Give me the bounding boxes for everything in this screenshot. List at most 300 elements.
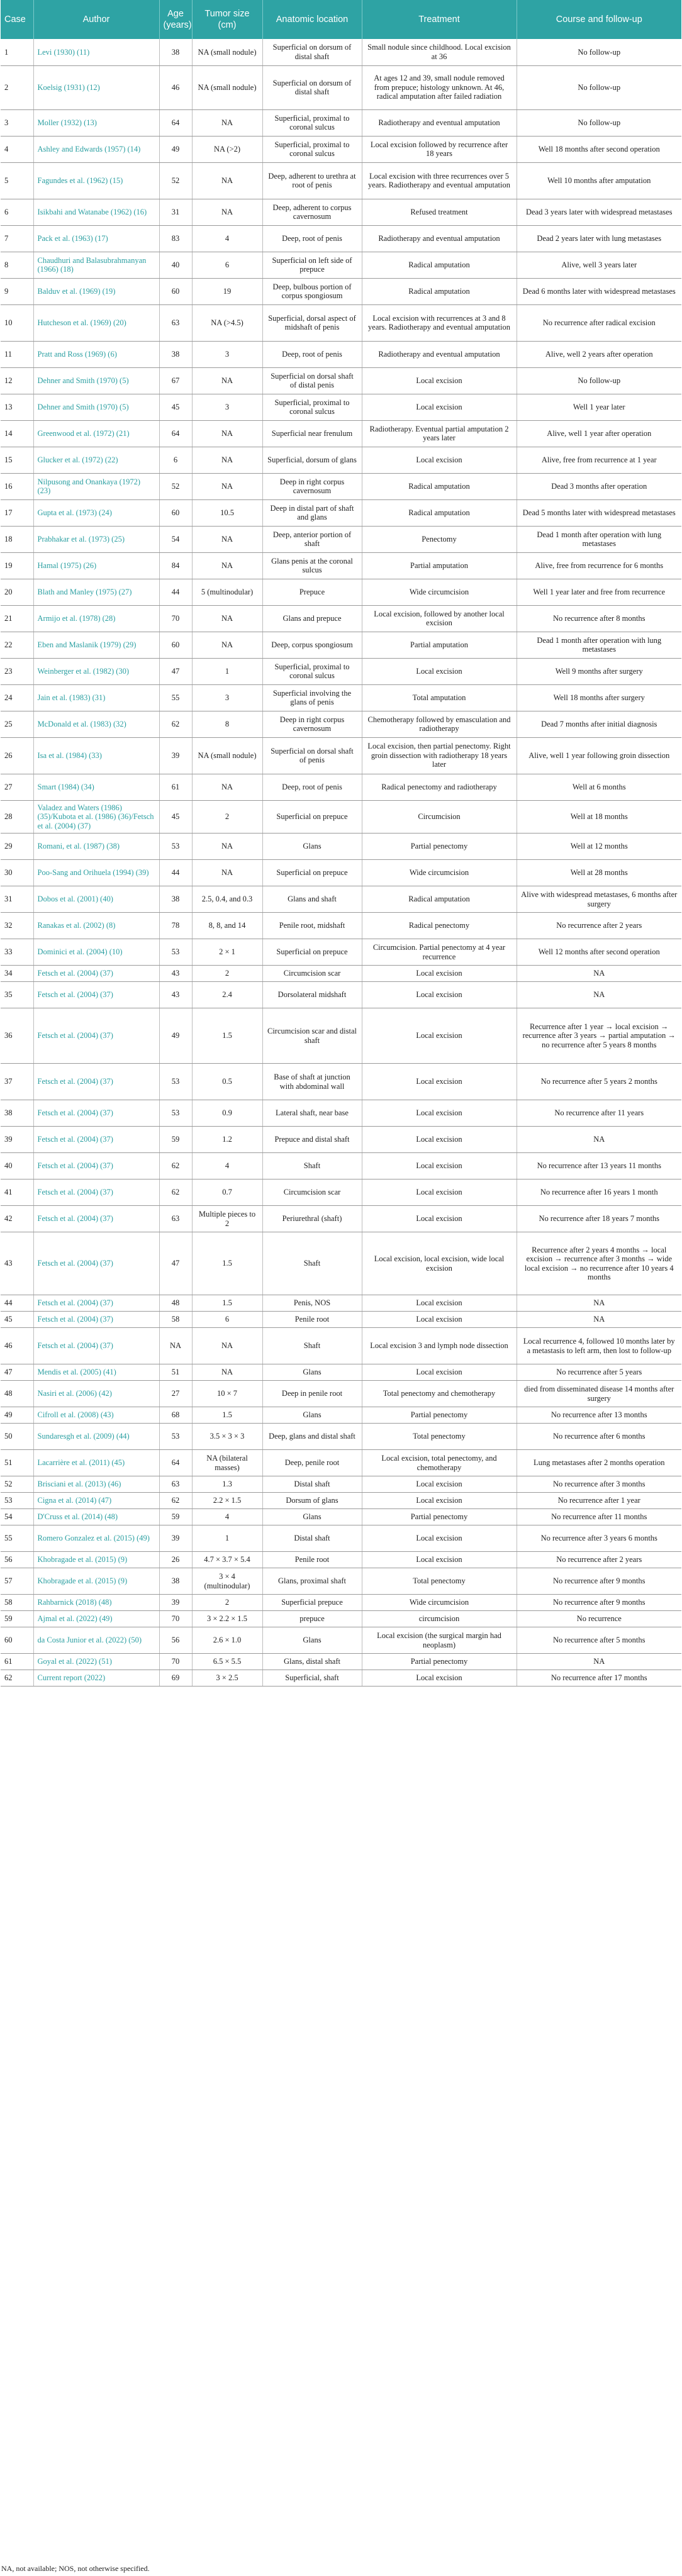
course-follow-up: No recurrence after 13 months <box>517 1407 681 1424</box>
case-number: 8 <box>1 252 33 278</box>
table-row <box>1 711 681 737</box>
anatomic-location: Superficial, shaft <box>262 1670 362 1687</box>
age-value: 44 <box>159 579 192 605</box>
tumor-size: 4.7 × 3.7 × 5.4 <box>192 1552 262 1568</box>
tumor-size: 3 × 2.5 <box>192 1670 262 1687</box>
treatment: Radical amputation <box>362 473 517 499</box>
author-citation: Cigna et al. (2014) (47) <box>33 1493 159 1509</box>
case-number: 31 <box>1 886 33 913</box>
treatment: Local excision <box>362 1127 517 1153</box>
age-value: 58 <box>159 1312 192 1328</box>
course-follow-up: Dead 3 months after operation <box>517 473 681 499</box>
table-row <box>1 278 681 304</box>
table-row <box>1 1232 681 1295</box>
anatomic-location: Glans, distal shaft <box>262 1654 362 1670</box>
treatment: Local excision <box>362 1100 517 1127</box>
table-row <box>1 199 681 225</box>
anatomic-location: Deep, anterior portion of shaft <box>262 526 362 552</box>
author-citation: Hutcheson et al. (1969) (20) <box>33 304 159 341</box>
tumor-size: 4 <box>192 1509 262 1525</box>
case-number: 2 <box>1 65 33 109</box>
tumor-size: NA <box>192 526 262 552</box>
anatomic-location: Distal shaft <box>262 1525 362 1552</box>
course-follow-up: No recurrence after 16 years 1 month <box>517 1179 681 1206</box>
treatment: Local excision <box>362 447 517 473</box>
case-number: 42 <box>1 1206 33 1232</box>
treatment: Local excision followed by recurrence after 18 years <box>362 136 517 162</box>
age-value: 43 <box>159 982 192 1008</box>
treatment: Radical penectomy <box>362 913 517 939</box>
age-value: 40 <box>159 252 192 278</box>
author-citation: Poo-Sang and Orihuela (1994) (39) <box>33 860 159 886</box>
table-row <box>1 1206 681 1232</box>
table-row <box>1 1179 681 1206</box>
case-number: 11 <box>1 341 33 367</box>
anatomic-location: Dorsolateral midshaft <box>262 982 362 1008</box>
author-citation: Fetsch et al. (2004) (37) <box>33 1312 159 1328</box>
treatment: Local excision, total penectomy, and chemotherapy <box>362 1450 517 1476</box>
treatment: Chemotherapy followed by emasculation and radiotherapy <box>362 711 517 737</box>
course-follow-up: Well 1 year later <box>517 394 681 420</box>
tumor-size: NA <box>192 473 262 499</box>
case-number: 24 <box>1 684 33 711</box>
course-follow-up: No follow-up <box>517 109 681 136</box>
treatment: Local excision <box>362 966 517 982</box>
treatment: Total penectomy <box>362 1424 517 1450</box>
author-citation: Chaudhuri and Balasubrahmanyan (1966) (18) <box>33 252 159 278</box>
table-row <box>1 1328 681 1364</box>
case-number: 36 <box>1 1008 33 1064</box>
age-value: 38 <box>159 341 192 367</box>
case-number: 46 <box>1 1328 33 1364</box>
course-follow-up: Well 10 months after amputation <box>517 162 681 199</box>
author-citation: Nilpusong and Onankaya (1972) (23) <box>33 473 159 499</box>
author-citation: Fetsch et al. (2004) (37) <box>33 1100 159 1127</box>
treatment: Refused treatment <box>362 199 517 225</box>
author-citation: Brisciani et al. (2013) (46) <box>33 1476 159 1493</box>
age-value: 53 <box>159 834 192 860</box>
age-value: 68 <box>159 1407 192 1424</box>
case-number: 55 <box>1 1525 33 1552</box>
author-citation: Fagundes et al. (1962) (15) <box>33 162 159 199</box>
anatomic-location: Superficial prepuce <box>262 1595 362 1611</box>
age-value: 62 <box>159 711 192 737</box>
author-citation: Lacarrière et al. (2011) (45) <box>33 1450 159 1476</box>
treatment: Radical amputation <box>362 886 517 913</box>
author-citation: Gupta et al. (1973) (24) <box>33 499 159 526</box>
anatomic-location: Lateral shaft, near base <box>262 1100 362 1127</box>
case-number: 61 <box>1 1654 33 1670</box>
age-value: 27 <box>159 1381 192 1407</box>
author-citation: Nasiri et al. (2006) (42) <box>33 1381 159 1407</box>
age-value: 38 <box>159 1568 192 1595</box>
tumor-size: 3 <box>192 341 262 367</box>
anatomic-location: Superficial on prepuce <box>262 800 362 834</box>
age-value: 60 <box>159 278 192 304</box>
case-number: 39 <box>1 1127 33 1153</box>
treatment: Local excision <box>362 1295 517 1312</box>
table-footnote: NA, not available; NOS, not otherwise specified. <box>1 2564 150 2573</box>
table-row <box>1 913 681 939</box>
treatment: At ages 12 and 39, small nodule removed from prepuce; histology unknown. At 46, radical amputation after failed radiation <box>362 65 517 109</box>
tumor-size: NA <box>192 860 262 886</box>
age-value: 38 <box>159 39 192 65</box>
author-citation: Cifroll et al. (2008) (43) <box>33 1407 159 1424</box>
age-value: 44 <box>159 860 192 886</box>
anatomic-location: Deep, glans and distal shaft <box>262 1424 362 1450</box>
tumor-size: 1.3 <box>192 1476 262 1493</box>
tumor-size: 3 × 4 (multinodular) <box>192 1568 262 1595</box>
case-table <box>1 0 681 1687</box>
table-row <box>1 1493 681 1509</box>
tumor-size: NA (bilateral masses) <box>192 1450 262 1476</box>
tumor-size: 6 <box>192 1312 262 1328</box>
anatomic-location: Circumcision scar and distal shaft <box>262 1008 362 1064</box>
author-citation: Greenwood et al. (1972) (21) <box>33 420 159 447</box>
age-value: 62 <box>159 1493 192 1509</box>
treatment: Local excision 3 and lymph node dissection <box>362 1328 517 1364</box>
age-value: 47 <box>159 658 192 684</box>
treatment: Local excision <box>362 1552 517 1568</box>
case-number: 52 <box>1 1476 33 1493</box>
case-number: 15 <box>1 447 33 473</box>
tumor-size: 1.5 <box>192 1407 262 1424</box>
treatment: Partial penectomy <box>362 1509 517 1525</box>
course-follow-up: No recurrence after 5 months <box>517 1627 681 1654</box>
course-follow-up: No recurrence after 17 months <box>517 1670 681 1687</box>
age-value: 53 <box>159 939 192 966</box>
tumor-size: NA <box>192 447 262 473</box>
table-row <box>1 1312 681 1328</box>
tumor-size: NA <box>192 774 262 800</box>
table-row <box>1 886 681 913</box>
course-follow-up: NA <box>517 1295 681 1312</box>
course-follow-up: Alive, free from recurrence at 1 year <box>517 447 681 473</box>
anatomic-location: Deep, penile root <box>262 1450 362 1476</box>
author-citation: da Costa Junior et al. (2022) (50) <box>33 1627 159 1654</box>
anatomic-location: Distal shaft <box>262 1476 362 1493</box>
case-number: 58 <box>1 1595 33 1611</box>
author-citation: Romero Gonzalez et al. (2015) (49) <box>33 1525 159 1552</box>
age-value: 55 <box>159 684 192 711</box>
tumor-size: 2.5, 0.4, and 0.3 <box>192 886 262 913</box>
treatment: Total penectomy and chemotherapy <box>362 1381 517 1407</box>
course-follow-up: Dead 6 months later with widespread metastases <box>517 278 681 304</box>
tumor-size: 2 <box>192 1595 262 1611</box>
age-value: 39 <box>159 737 192 774</box>
table-row <box>1 367 681 394</box>
author-citation: Fetsch et al. (2004) (37) <box>33 982 159 1008</box>
case-number: 29 <box>1 834 33 860</box>
course-follow-up: No follow-up <box>517 65 681 109</box>
tumor-size: 19 <box>192 278 262 304</box>
case-number: 14 <box>1 420 33 447</box>
course-follow-up: Local recurrence 4, followed 10 months later by a metastasis to left arm, then lost to follow-up <box>517 1328 681 1364</box>
tumor-size: NA (>4.5) <box>192 304 262 341</box>
course-follow-up: No recurrence after 3 months <box>517 1476 681 1493</box>
age-value: 84 <box>159 552 192 579</box>
anatomic-location: Glans and prepuce <box>262 605 362 632</box>
tumor-size: NA <box>192 605 262 632</box>
case-number: 35 <box>1 982 33 1008</box>
age-value: 39 <box>159 1595 192 1611</box>
author-citation: Mendis et al. (2005) (41) <box>33 1364 159 1381</box>
author-citation: Pratt and Ross (1969) (6) <box>33 341 159 367</box>
tumor-size: 10.5 <box>192 499 262 526</box>
treatment: Local excision <box>362 1312 517 1328</box>
tumor-size: 1 <box>192 1525 262 1552</box>
table-row <box>1 774 681 800</box>
anatomic-location: Glans <box>262 1364 362 1381</box>
tumor-size: 5 (multinodular) <box>192 579 262 605</box>
course-follow-up: No recurrence after 13 years 11 months <box>517 1153 681 1179</box>
age-value: 47 <box>159 1232 192 1295</box>
author-citation: Smart (1984) (34) <box>33 774 159 800</box>
course-follow-up: No recurrence after 18 years 7 months <box>517 1206 681 1232</box>
table-row <box>1 447 681 473</box>
case-number: 9 <box>1 278 33 304</box>
table-row <box>1 394 681 420</box>
treatment: Local excision <box>362 658 517 684</box>
table-row <box>1 982 681 1008</box>
author-citation: Rahbarnick (2018) (48) <box>33 1595 159 1611</box>
case-number: 54 <box>1 1509 33 1525</box>
treatment: Local excision, followed by another local excision <box>362 605 517 632</box>
course-follow-up: No recurrence after 9 months <box>517 1595 681 1611</box>
treatment: Partial penectomy <box>362 1407 517 1424</box>
case-number: 27 <box>1 774 33 800</box>
age-value: 48 <box>159 1295 192 1312</box>
case-number: 19 <box>1 552 33 579</box>
tumor-size: 3 <box>192 394 262 420</box>
table-row <box>1 1295 681 1312</box>
table-row <box>1 304 681 341</box>
tumor-size: Multiple pieces to 2 <box>192 1206 262 1232</box>
age-value: 64 <box>159 109 192 136</box>
age-value: 70 <box>159 1611 192 1627</box>
course-follow-up: No recurrence after 2 years <box>517 1552 681 1568</box>
anatomic-location: Superficial, proximal to coronal sulcus <box>262 394 362 420</box>
table-row <box>1 420 681 447</box>
treatment: Radiotherapy and eventual amputation <box>362 341 517 367</box>
course-follow-up: Recurrence after 1 year → local excision → recurrence after 3 years → partial amputation → no recurrence after 5 years 8 months <box>517 1008 681 1064</box>
age-value: 62 <box>159 1153 192 1179</box>
tumor-size: 4 <box>192 1153 262 1179</box>
treatment: Total penectomy <box>362 1568 517 1595</box>
table-row <box>1 1153 681 1179</box>
course-follow-up: Well at 12 months <box>517 834 681 860</box>
treatment: circumcision <box>362 1611 517 1627</box>
table-row <box>1 1127 681 1153</box>
course-follow-up: NA <box>517 982 681 1008</box>
table-row <box>1 39 681 65</box>
author-citation: Dobos et al. (2001) (40) <box>33 886 159 913</box>
anatomic-location: Penile root, midshaft <box>262 913 362 939</box>
course-follow-up: Alive, free from recurrence for 6 months <box>517 552 681 579</box>
author-citation: Fetsch et al. (2004) (37) <box>33 1153 159 1179</box>
age-value: 39 <box>159 1525 192 1552</box>
anatomic-location: Base of shaft at junction with abdominal wall <box>262 1064 362 1100</box>
table-row <box>1 658 681 684</box>
table-row <box>1 162 681 199</box>
course-follow-up: NA <box>517 966 681 982</box>
treatment: Local excision <box>362 1476 517 1493</box>
tumor-size: NA (>2) <box>192 136 262 162</box>
anatomic-location: Penile root <box>262 1552 362 1568</box>
tumor-size: 6.5 × 5.5 <box>192 1654 262 1670</box>
course-follow-up: No recurrence after 8 months <box>517 605 681 632</box>
author-citation: Weinberger et al. (1982) (30) <box>33 658 159 684</box>
course-follow-up: Dead 1 month after operation with lung metastases <box>517 632 681 658</box>
header-anatomic-location: Anatomic location <box>262 0 362 39</box>
course-follow-up: Alive, well 1 year after operation <box>517 420 681 447</box>
table-row <box>1 1381 681 1407</box>
case-number: 53 <box>1 1493 33 1509</box>
case-number: 10 <box>1 304 33 341</box>
tumor-size: 3 × 2.2 × 1.5 <box>192 1611 262 1627</box>
case-number: 38 <box>1 1100 33 1127</box>
treatment: Small nodule since childhood. Local excision at 36 <box>362 39 517 65</box>
course-follow-up: No recurrence after radical excision <box>517 304 681 341</box>
author-citation: Fetsch et al. (2004) (37) <box>33 1127 159 1153</box>
tumor-size: NA <box>192 1328 262 1364</box>
anatomic-location: Superficial on dorsal shaft of distal penis <box>262 367 362 394</box>
table-row <box>1 737 681 774</box>
course-follow-up: Well at 28 months <box>517 860 681 886</box>
author-citation: Khobragade et al. (2015) (9) <box>33 1552 159 1568</box>
case-number: 17 <box>1 499 33 526</box>
course-follow-up: Alive, well 1 year following groin dissection <box>517 737 681 774</box>
treatment: Radiotherapy and eventual amputation <box>362 109 517 136</box>
tumor-size: 10 × 7 <box>192 1381 262 1407</box>
treatment: Radical amputation <box>362 252 517 278</box>
table-row <box>1 225 681 252</box>
age-value: 38 <box>159 886 192 913</box>
age-value: 53 <box>159 1064 192 1100</box>
age-value: 45 <box>159 394 192 420</box>
course-follow-up: Dead 3 years later with widespread metastases <box>517 199 681 225</box>
header-treatment: Treatment <box>362 0 517 39</box>
case-number: 51 <box>1 1450 33 1476</box>
anatomic-location: Deep in right corpus cavernosum <box>262 711 362 737</box>
treatment: Local excision <box>362 1179 517 1206</box>
age-value: 60 <box>159 499 192 526</box>
table-row <box>1 1476 681 1493</box>
author-citation: Armijo et al. (1978) (28) <box>33 605 159 632</box>
course-follow-up: Well 9 months after surgery <box>517 658 681 684</box>
course-follow-up: Well at 6 months <box>517 774 681 800</box>
course-follow-up: No recurrence after 5 years 2 months <box>517 1064 681 1100</box>
age-value: 64 <box>159 1450 192 1476</box>
age-value: 63 <box>159 1206 192 1232</box>
anatomic-location: Dorsum of glans <box>262 1493 362 1509</box>
treatment: Radiotherapy and eventual amputation <box>362 225 517 252</box>
anatomic-location: Shaft <box>262 1328 362 1364</box>
tumor-size: NA <box>192 109 262 136</box>
tumor-size: 2 <box>192 966 262 982</box>
header-age: Age (years) <box>159 0 192 39</box>
case-number: 1 <box>1 39 33 65</box>
treatment: Local excision <box>362 1493 517 1509</box>
tumor-size: 2 <box>192 800 262 834</box>
treatment: Local excision <box>362 1525 517 1552</box>
tumor-size: NA <box>192 632 262 658</box>
treatment: Radical amputation <box>362 499 517 526</box>
treatment: Local excision <box>362 1008 517 1064</box>
author-citation: McDonald et al. (1983) (32) <box>33 711 159 737</box>
case-number: 20 <box>1 579 33 605</box>
author-citation: Prabhakar et al. (1973) (25) <box>33 526 159 552</box>
treatment: Circumcision <box>362 800 517 834</box>
case-number: 43 <box>1 1232 33 1295</box>
anatomic-location: Glans <box>262 834 362 860</box>
case-number: 40 <box>1 1153 33 1179</box>
age-value: 6 <box>159 447 192 473</box>
treatment: Wide circumcision <box>362 1595 517 1611</box>
treatment: Partial penectomy <box>362 1654 517 1670</box>
course-follow-up: No recurrence after 5 years <box>517 1364 681 1381</box>
tumor-size: NA <box>192 420 262 447</box>
table-row <box>1 684 681 711</box>
treatment: Local excision <box>362 1670 517 1687</box>
anatomic-location: prepuce <box>262 1611 362 1627</box>
case-number: 49 <box>1 1407 33 1424</box>
table-row <box>1 1364 681 1381</box>
author-citation: Fetsch et al. (2004) (37) <box>33 1295 159 1312</box>
table-header-row <box>1 0 681 39</box>
tumor-size: 1.2 <box>192 1127 262 1153</box>
table-row <box>1 1670 681 1687</box>
course-follow-up: Recurrence after 2 years 4 months → local excision → recurrence after 3 months → wide local excision → no recurrence after 10 years 4 months <box>517 1232 681 1295</box>
table-row <box>1 1407 681 1424</box>
case-number: 21 <box>1 605 33 632</box>
case-number: 33 <box>1 939 33 966</box>
anatomic-location: Superficial on dorsum of distal shaft <box>262 39 362 65</box>
treatment: Local excision (the surgical margin had neoplasm) <box>362 1627 517 1654</box>
anatomic-location: Superficial involving the glans of penis <box>262 684 362 711</box>
tumor-size: 6 <box>192 252 262 278</box>
anatomic-location: Glans <box>262 1407 362 1424</box>
table-row <box>1 1627 681 1654</box>
author-citation: Dehner and Smith (1970) (5) <box>33 394 159 420</box>
case-number: 44 <box>1 1295 33 1312</box>
course-follow-up: No recurrence after 11 months <box>517 1509 681 1525</box>
age-value: 43 <box>159 966 192 982</box>
course-follow-up: No recurrence after 6 months <box>517 1424 681 1450</box>
case-number: 23 <box>1 658 33 684</box>
age-value: 49 <box>159 136 192 162</box>
tumor-size: 8 <box>192 711 262 737</box>
treatment: Penectomy <box>362 526 517 552</box>
tumor-size: 2.6 × 1.0 <box>192 1627 262 1654</box>
author-citation: Pack et al. (1963) (17) <box>33 225 159 252</box>
anatomic-location: Superficial on dorsal shaft of penis <box>262 737 362 774</box>
table-row <box>1 860 681 886</box>
anatomic-location: Deep, adherent to urethra at root of penis <box>262 162 362 199</box>
table-row <box>1 939 681 966</box>
anatomic-location: Deep in penile root <box>262 1381 362 1407</box>
age-value: 46 <box>159 65 192 109</box>
author-citation: Sundaresgh et al. (2009) (44) <box>33 1424 159 1450</box>
case-number: 60 <box>1 1627 33 1654</box>
tumor-size: 1.5 <box>192 1008 262 1064</box>
treatment: Local excision <box>362 1064 517 1100</box>
course-follow-up: Alive, well 2 years after operation <box>517 341 681 367</box>
author-citation: Khobragade et al. (2015) (9) <box>33 1568 159 1595</box>
age-value: 60 <box>159 632 192 658</box>
treatment: Partial amputation <box>362 632 517 658</box>
course-follow-up: NA <box>517 1127 681 1153</box>
